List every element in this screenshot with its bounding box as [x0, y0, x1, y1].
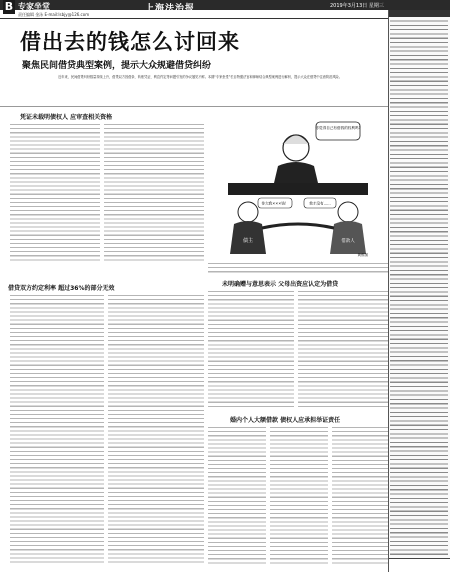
section-heading-4: 婚内个人大额借款 债权人应承担举证责任: [230, 417, 341, 424]
body-text-block: [270, 426, 328, 566]
lender-head: [238, 202, 258, 222]
speech-bubble-right-text: 我才没有……: [309, 201, 331, 206]
section-heading-2: 借贷双方约定利率 超过36%的部分无效: [8, 285, 115, 292]
judge-robe: [274, 162, 318, 183]
borrower-body: [330, 221, 366, 254]
sidebar-rows: [390, 18, 448, 558]
article-headline: 借出去的钱怎么讨回来: [20, 30, 240, 54]
cartoon-artist: 黄维图: [357, 253, 368, 257]
lead-rule: [0, 106, 388, 107]
borrower-head: [338, 202, 358, 222]
dateline: 2019年3月13日 星期三: [330, 3, 384, 9]
speech-bubble-top-text: 你觉得自己有借钱的权利吗?: [315, 126, 361, 130]
sidebar-header: [389, 10, 450, 17]
article-lead: 近年来，民间借贷纠纷数量持续上升，借贷双方因借条、转账凭证、利息约定等问题引发的争议屡见不鲜。本期“专家坐堂”栏目特邀法官和律师结合典型案例进行解析，提示大众在借贷中注意防范风险。: [58, 75, 342, 79]
body-text-block: [332, 426, 388, 566]
body-text-block: [108, 294, 204, 564]
section-heading-3: 未明确赠与意思表示 父母出资应认定为借贷: [222, 281, 339, 288]
body-text-block: [208, 262, 388, 274]
judge-bench: [228, 183, 368, 195]
body-text-block: [10, 294, 104, 564]
body-text-block: [104, 123, 204, 263]
article-subheadline: 聚焦民间借贷典型案例，提示大众规避借贷纠纷: [22, 61, 212, 71]
header-rule: [0, 18, 388, 19]
sidebar-footer: [389, 558, 450, 573]
section-letter: B: [4, 0, 14, 13]
section-heading-1: 凭证未载明债权人 应审查相关资格: [20, 114, 113, 121]
lender-label: 债主: [242, 238, 254, 244]
section-title: 专家坐堂: [18, 2, 50, 11]
borrower-label: 借款人: [341, 239, 355, 244]
body-text-block: [298, 290, 388, 408]
newspaper-masthead: 上海法治报: [145, 4, 196, 14]
speech-bubble-top: [316, 122, 360, 140]
body-text-block: [208, 426, 266, 566]
body-text-block: [208, 290, 294, 408]
cartoon-illustration: [208, 108, 388, 258]
editor-credits: 责任编辑 金泳 E-mail:lsbjy@126.com: [18, 12, 90, 17]
body-text-block: [10, 123, 100, 263]
speech-bubble-left-text: 你欠我×××钱！: [261, 201, 289, 206]
tug-rope: [262, 224, 334, 228]
